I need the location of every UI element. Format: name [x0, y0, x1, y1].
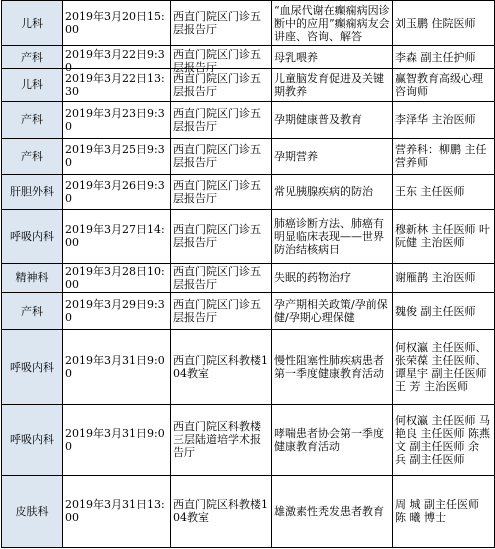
time-cell [63, 1, 171, 46]
table-row [2, 101, 495, 138]
location-cell [171, 138, 272, 175]
speaker-cell [393, 1, 495, 46]
location-text: 西直门院区门诊五层报告厅 [173, 265, 261, 292]
speaker-cell [393, 101, 495, 138]
speaker-text: 穆新林 主任医师 叶阮健 主治医师 [395, 223, 490, 250]
location-cell [171, 330, 272, 404]
topic-text: 肺癌诊断方法、肺癌有明显临床表现——世界防治结核病日 [274, 216, 384, 256]
location-cell [171, 101, 272, 138]
location-cell [171, 292, 272, 330]
topic-cell [272, 263, 393, 292]
location-cell [171, 263, 272, 292]
department-cell [2, 209, 63, 263]
department-text: 精神科 [15, 271, 49, 285]
speaker-text: 何权瀛 主任医师、张荣葆 主任医师、谭星宇 副主任医师王 芳 主治医师 [395, 341, 487, 394]
location-text: 西直门院区科教楼104教室 [173, 354, 268, 381]
topic-cell [272, 101, 393, 138]
department-cell [2, 1, 63, 46]
speaker-cell [393, 330, 495, 404]
speaker-text: 赢智教育高级心理咨询师 [395, 71, 483, 98]
topic-cell [272, 209, 393, 263]
speaker-cell [393, 263, 495, 292]
time-text: 2019年3月23日9:30 [65, 106, 165, 133]
time-cell [63, 138, 171, 175]
department-text: 呼吸内科 [10, 360, 54, 374]
topic-text: “血尿代谢在癫痫病因诊断中的应用”癫痫病友会讲座、咨询、解答 [274, 3, 390, 43]
department-text: 产科 [21, 304, 43, 318]
department-text: 产科 [21, 50, 43, 64]
table-row [2, 209, 495, 263]
topic-text: 雄激素性秃发患者教育 [274, 504, 384, 518]
department-cell [2, 175, 63, 209]
table-row [2, 1, 495, 46]
department-text: 儿科 [21, 16, 43, 30]
location-text: 西直门院区门诊五层报告厅 [173, 10, 261, 37]
speaker-cell [393, 175, 495, 209]
location-text: 西直门院区科教楼三层陆道培学术报告厅 [173, 420, 261, 460]
topic-cell [272, 68, 393, 101]
topic-cell [272, 175, 393, 209]
topic-cell [272, 292, 393, 330]
time-cell [63, 263, 171, 292]
topic-text: 孕产期相关政策/孕前保健/孕期心理保健 [274, 298, 388, 325]
time-text: 2019年3月22日9:30 [65, 47, 165, 74]
department-cell [2, 292, 63, 330]
speaker-text: 营养科：柳鹏 主任营养师 [395, 143, 487, 170]
location-cell [171, 209, 272, 263]
department-cell [2, 475, 63, 547]
department-text: 儿科 [21, 78, 43, 92]
speaker-text: 刘玉鹏 住院医师 [395, 16, 476, 30]
speaker-cell [393, 46, 495, 68]
table-row [2, 46, 495, 68]
department-cell [2, 46, 63, 68]
time-text: 2019年3月31日13:00 [65, 498, 165, 525]
topic-cell [272, 475, 393, 547]
department-cell [2, 330, 63, 404]
time-cell [63, 46, 171, 74]
department-text: 肝胆外科 [10, 185, 54, 199]
time-cell [63, 330, 171, 404]
table-row [2, 138, 495, 175]
location-text: 西直门院区门诊五层报告厅 [173, 71, 261, 98]
department-text: 呼吸内科 [10, 433, 54, 447]
time-text: 2019年3月27日14:00 [65, 223, 165, 250]
location-text: 西直门院区门诊五层报告厅 [173, 178, 261, 205]
table-row [2, 404, 495, 475]
department-cell [2, 263, 63, 292]
topic-text: 哮喘患者协会第一季度健康教育活动 [274, 426, 384, 453]
schedule-body [2, 1, 495, 548]
speaker-text: 李森 副主任护师 [395, 50, 476, 64]
speaker-cell [393, 292, 495, 330]
lecture-schedule-table [1, 0, 495, 548]
speaker-cell [393, 68, 495, 101]
time-cell [63, 68, 171, 101]
location-text: 西直门院区门诊五层报告厅 [173, 106, 261, 133]
time-cell [63, 475, 171, 547]
location-text: 西直门院区门诊五层报告厅 [173, 298, 261, 325]
department-cell [2, 138, 63, 175]
location-cell [171, 404, 272, 475]
topic-text: 儿童脑发育促进及关键期教养 [274, 71, 384, 98]
department-text: 皮肤科 [15, 504, 49, 518]
speaker-text: 周 城 副主任医师 陈 曦 博士 [395, 498, 479, 525]
time-text: 2019年3月25日9:30 [65, 143, 165, 170]
location-cell [171, 68, 272, 101]
time-text: 2019年3月20日15:00 [65, 10, 165, 37]
speaker-text: 王东 主任医师 [395, 185, 465, 199]
topic-cell [272, 1, 393, 46]
time-text: 2019年3月31日9:00 [65, 354, 165, 381]
topic-text: 母乳喂养 [274, 50, 318, 64]
time-text: 2019年3月22日13:30 [65, 71, 165, 98]
time-text: 2019年3月26日9:30 [65, 178, 165, 205]
location-cell [171, 1, 272, 46]
location-cell [171, 175, 272, 209]
table-row [2, 475, 495, 547]
department-text: 产科 [21, 113, 43, 127]
time-text: 2019年3月31日9:00 [65, 426, 165, 453]
time-cell [63, 175, 171, 209]
speaker-text: 何权瀛 主任医师 马艳良 主任医师 陈燕文 副主任医师 余 兵 副主任医师 [395, 413, 490, 466]
topic-text: 失眠的药物治疗 [274, 271, 351, 285]
speaker-cell [393, 138, 495, 175]
department-text: 呼吸内科 [10, 229, 54, 243]
topic-text: 慢性阻塞性肺疾病患者第一季度健康教育活动 [274, 354, 384, 381]
speaker-text: 李泽华 主治医师 [395, 113, 476, 127]
table-row [2, 263, 495, 292]
department-text: 产科 [21, 149, 43, 163]
speaker-cell [393, 209, 495, 263]
department-cell [2, 68, 63, 101]
location-cell [171, 475, 272, 547]
speaker-cell [393, 404, 495, 475]
topic-cell [272, 330, 393, 404]
table-row [2, 175, 495, 209]
location-cell [171, 46, 272, 74]
time-cell [63, 404, 171, 475]
time-cell [63, 292, 171, 330]
time-text: 2019年3月28日10:00 [65, 265, 165, 292]
topic-text: 孕期健康普及教育 [274, 113, 362, 127]
topic-text: 常见胰腺疾病的防治 [274, 185, 373, 199]
table-row [2, 292, 495, 330]
topic-cell [272, 46, 393, 68]
time-cell [63, 209, 171, 263]
topic-cell [272, 404, 393, 475]
location-text: 西直门院区门诊五层报告厅 [173, 47, 261, 74]
speaker-text: 魏俊 副主任医师 [395, 304, 476, 318]
location-text: 西直门院区科教楼104教室 [173, 498, 268, 525]
speaker-text: 谢雁鹊 主治医师 [395, 271, 476, 285]
speaker-cell [393, 475, 495, 547]
table-row [2, 68, 495, 101]
topic-cell [272, 138, 393, 175]
table-row [2, 330, 495, 404]
location-text: 西直门院区门诊五层报告厅 [173, 223, 261, 250]
department-cell [2, 101, 63, 138]
department-cell [2, 404, 63, 475]
time-text: 2019年3月29日9:30 [65, 298, 165, 325]
time-cell [63, 101, 171, 138]
topic-text: 孕期营养 [274, 149, 318, 163]
location-text: 西直门院区门诊五层报告厅 [173, 143, 261, 170]
